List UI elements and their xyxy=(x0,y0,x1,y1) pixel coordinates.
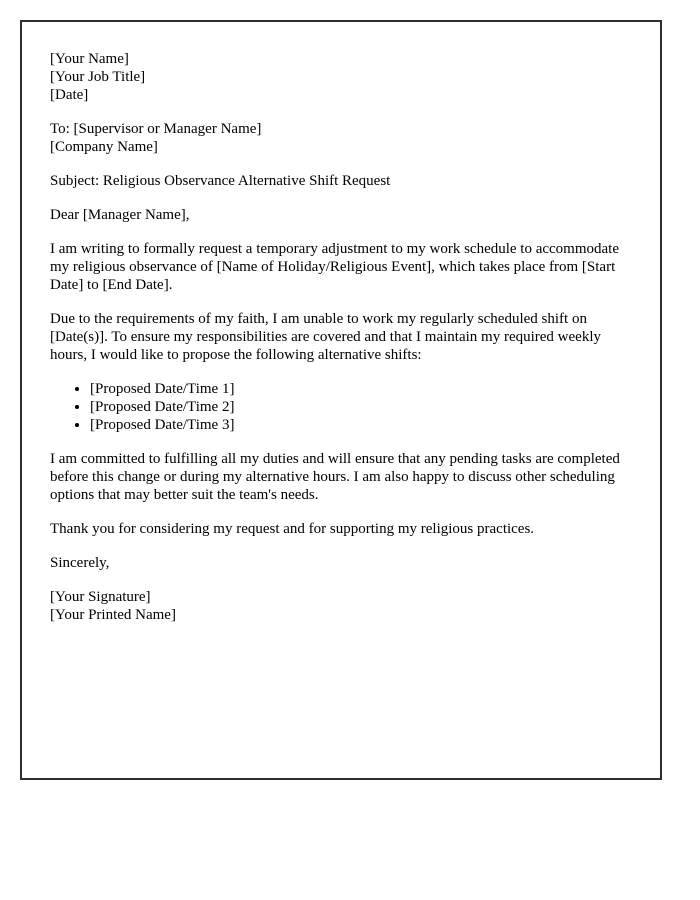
proposed-shift-item: • [Proposed Date/Time 1] xyxy=(90,380,632,398)
sender-job-title-line: [Your Job Title] xyxy=(50,69,146,85)
letter-page xyxy=(20,20,662,780)
signature-block xyxy=(50,588,632,624)
recipient-to-line: To: [Supervisor or Manager Name] xyxy=(50,121,262,137)
sender-name-line: [Your Name] xyxy=(50,51,129,67)
sender-date-line: [Date] xyxy=(50,87,89,103)
printed-name-placeholder-line: [Your Printed Name] xyxy=(50,607,176,623)
subject-line: Subject: Religious Observance Alternative Shift Request xyxy=(50,173,391,189)
signoff: Sincerely, xyxy=(50,555,110,571)
paragraph-request: I am writing to formally request a temporary adjustment to my work schedule to accommodate my religious observance of [Name of Holiday/Religious Event], which takes place from [Start Date] to [End Date]. xyxy=(50,241,620,293)
paragraph-thanks: Thank you for considering my request and for supporting my religious practices. xyxy=(50,521,535,537)
paragraph-commitment: I am committed to fulfilling all my duties and will ensure that any pending tasks are completed before this change or during my alternative hours. I am also happy to discuss other scheduling options that may better suit the team's needs. xyxy=(50,451,620,503)
proposed-shift-item: • [Proposed Date/Time 3] xyxy=(90,416,632,434)
sender-block xyxy=(50,50,632,104)
proposed-shift-list xyxy=(50,380,632,434)
proposed-shift-item: • [Proposed Date/Time 2] xyxy=(90,398,632,416)
recipient-block xyxy=(50,120,632,156)
paragraph-reason: Due to the requirements of my faith, I am unable to work my regularly scheduled shift on [Date(s)]. To ensure my responsibilities are covered and that I maintain my required weekly hours, I would like to propose the following alternative shifts: xyxy=(50,311,601,363)
recipient-company-line: [Company Name] xyxy=(50,139,158,155)
salutation: Dear [Manager Name], xyxy=(50,207,190,223)
signature-placeholder-line: [Your Signature] xyxy=(50,589,151,605)
